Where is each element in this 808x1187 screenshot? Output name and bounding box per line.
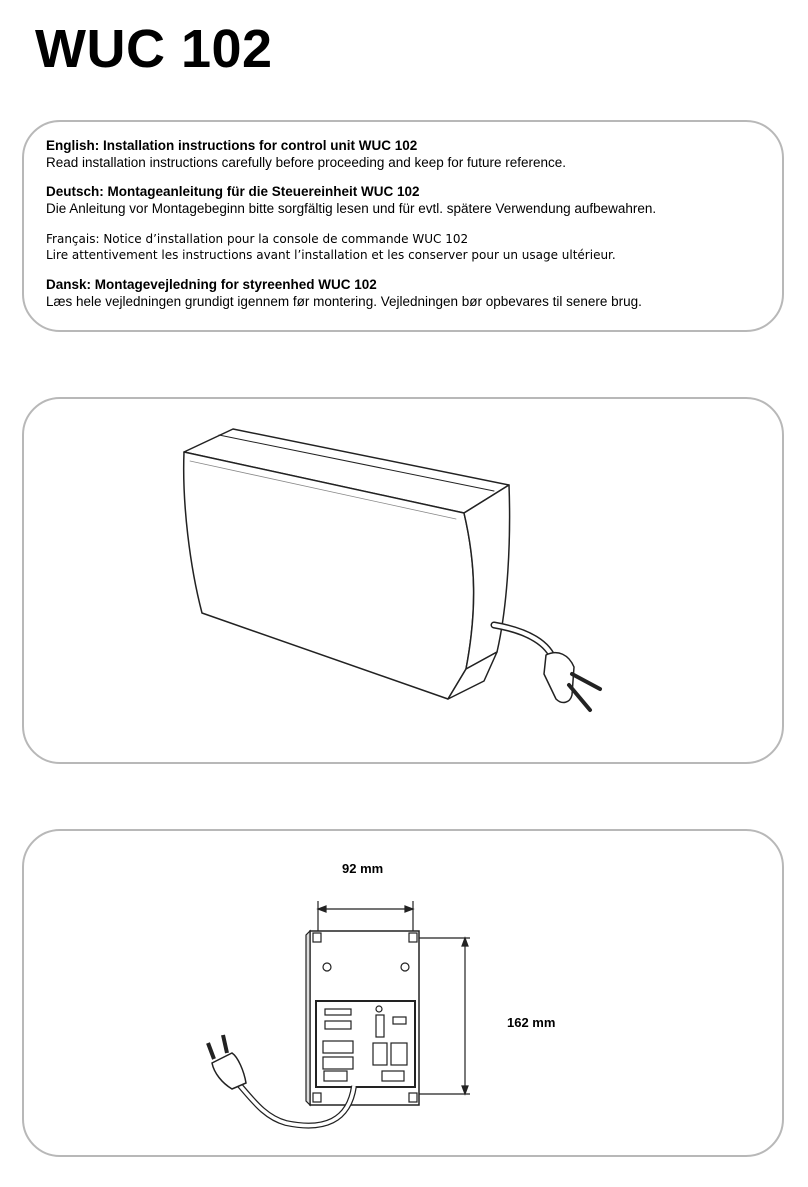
section-text: Die Anleitung vor Montagebeginn bitte sorgfältig lesen und für evtl. spätere Verwendung aufbewahren. [46, 201, 657, 216]
dimensions-panel [22, 829, 784, 1157]
height-label: 162 mm [507, 1015, 556, 1030]
section-francais [46, 231, 762, 263]
section-heading: English: Installation instructions for control unit WUC 102 [46, 138, 418, 153]
section-heading: Français: Notice d’installation pour la console de commande WUC 102 [46, 232, 469, 246]
section-dansk [46, 277, 762, 310]
section-heading: Dansk: Montagevejledning for styreenhed WUC 102 [46, 277, 377, 292]
dimension-drawing [24, 831, 786, 1159]
instructions-panel [22, 120, 784, 332]
section-text: Read installation instructions carefully before proceeding and keep for future reference. [46, 155, 567, 170]
control-unit-illustration [24, 399, 786, 766]
document-title: WUC 102 [35, 19, 273, 79]
width-label: 92 mm [342, 861, 384, 876]
section-heading: Deutsch: Montageanleitung für die Steuereinheit WUC 102 [46, 184, 420, 199]
section-deutsch [46, 184, 762, 217]
section-text: Lire attentivement les instructions avant l’installation et les conserver pour un usage ultérieur. [46, 248, 616, 262]
section-english [46, 138, 762, 171]
section-text: Læs hele vejledningen grundigt igennem før montering. Vejledningen bør opbevares til senere brug. [46, 294, 642, 309]
product-illustration-panel [22, 397, 784, 764]
